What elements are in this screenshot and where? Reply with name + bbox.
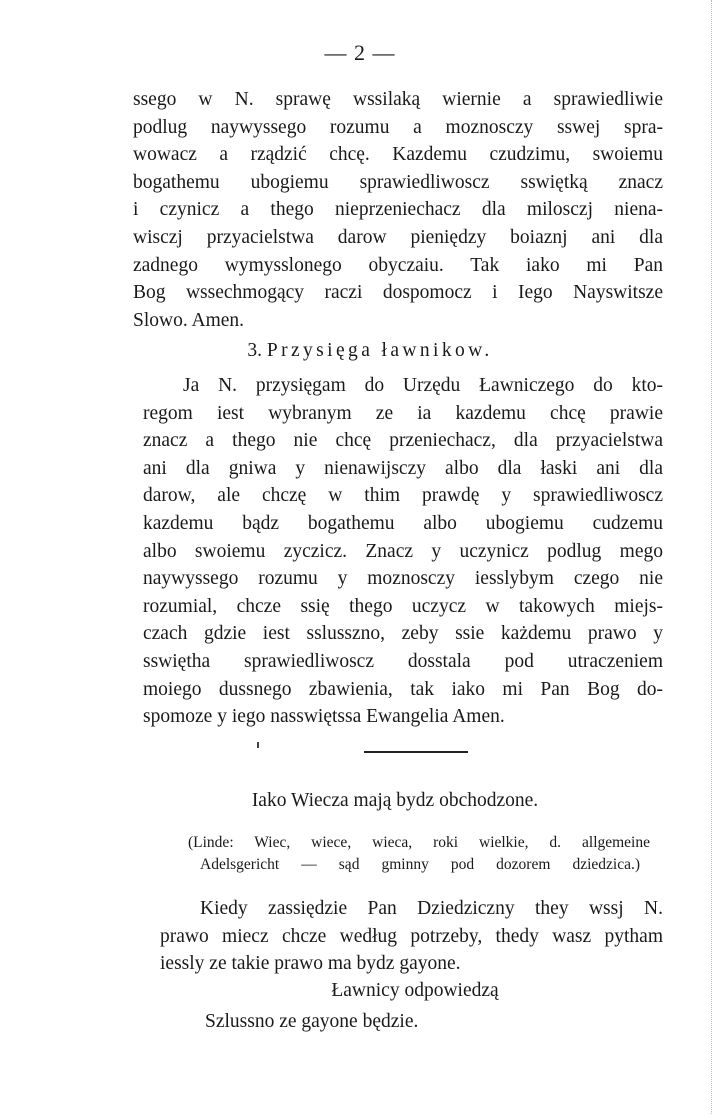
text-line: spomoze y iego nasswiętssa Ewangelia Amen.: [143, 706, 505, 728]
text-line: moiego dussnego zbawienia, tak iako mi Pan Bog do-: [143, 678, 663, 700]
text-line: Ja N. przysięgam do Urzędu Ławniczego do kto-: [183, 375, 663, 396]
reply-text: Szlussno ze gayone będzie.: [205, 1011, 419, 1032]
text-line: iessly ze takie prawo ma bydz gayone.: [160, 953, 461, 975]
oath-paragraph-continuation: [133, 86, 663, 334]
text-line: wisczj przyacielstwa darow pieniędzy boiaznj ani dla: [133, 226, 663, 248]
scan-margin-edge: [707, 0, 712, 1114]
dictionary-note: [188, 832, 650, 854]
text-line: ssego w N. sprawę wssilaką wiernie a sprawiedliwie: [133, 89, 663, 110]
scan-speck: [257, 742, 259, 748]
text-line: Kiedy zassiędzie Pan Dziedziczny they wssj N.: [200, 898, 663, 919]
text-line: wowacz a rządzić chcę. Kazdemu czudzimu, swoiemu: [133, 144, 663, 166]
text-line: rozumial, chcze ssię thego uczycz w takowych miejs-: [143, 595, 663, 617]
text-line: naywyssego rozumu y moznosczy iesslybym czego nie: [143, 568, 663, 590]
note-line: (Linde: Wiec, wiece, wieca, roki wielkie, d. allgemeine: [188, 834, 650, 851]
section-subtitle: Iako Wiecza mają bydz obchodzone.: [251, 790, 539, 811]
reply-text-block: [205, 1008, 665, 1036]
wiecze-paragraph: [160, 895, 663, 978]
text-line: prawo miecz chcze według potrzeby, thedy wasz pytham: [160, 925, 663, 947]
text-line: kazdemu bądz bogathemu albo ubogiemu cudzemu: [143, 512, 663, 534]
text-line: i czynicz a thego nieprzeniechacz dla milosczj niena-: [133, 199, 663, 221]
reply-label: Ławnicy odpowiedzą: [331, 980, 499, 1001]
section-divider: [364, 751, 468, 753]
section-heading: [0, 340, 720, 362]
text-line: regom iest wybranym ze ia kazdemu chcę prawie: [143, 402, 663, 424]
text-line: Bog wssechmogący raczi dospomocz i Iego Nayswitsze: [133, 282, 663, 304]
dictionary-note-continued: [200, 854, 640, 876]
note-line: Adelsgericht — sąd gminny pod dozorem dziedzica.): [200, 856, 640, 873]
text-line: podlug naywyssego rozumu a moznosczy sswej spra-: [133, 116, 663, 138]
oath-paragraph-lawnicy: [143, 372, 663, 731]
text-line: ani dla gniwa y nienawijsczy albo dla łaski ani dla: [143, 457, 663, 479]
page-number: — 2 —: [324, 40, 396, 65]
section-title: Przysięga ławnikow.: [266, 340, 493, 361]
text-line: Slowo. Amen.: [133, 309, 245, 331]
text-line: darow, ale chczę w thim prawdę y sprawiedliwoscz: [143, 485, 663, 507]
text-line: albo swoiemu zyczicz. Znacz y uczynicz podlug mego: [143, 540, 663, 562]
text-line: znacz a thego nie chcę przeniechacz, dla przyacielstwa: [143, 430, 663, 452]
text-line: bogathemu ubogiemu sprawiedliwoscz sswiętką znacz: [133, 171, 663, 193]
text-line: sswiętha sprawiedliwoscz dosstala pod utraczeniem: [143, 650, 663, 672]
text-line: zadnego wymysslonego obyczaiu. Tak iako mi Pan: [133, 254, 663, 276]
section-number: 3.: [247, 340, 262, 361]
text-line: czach gdzie iest sslusszno, zeby ssie każdemu prawo y: [143, 623, 663, 645]
